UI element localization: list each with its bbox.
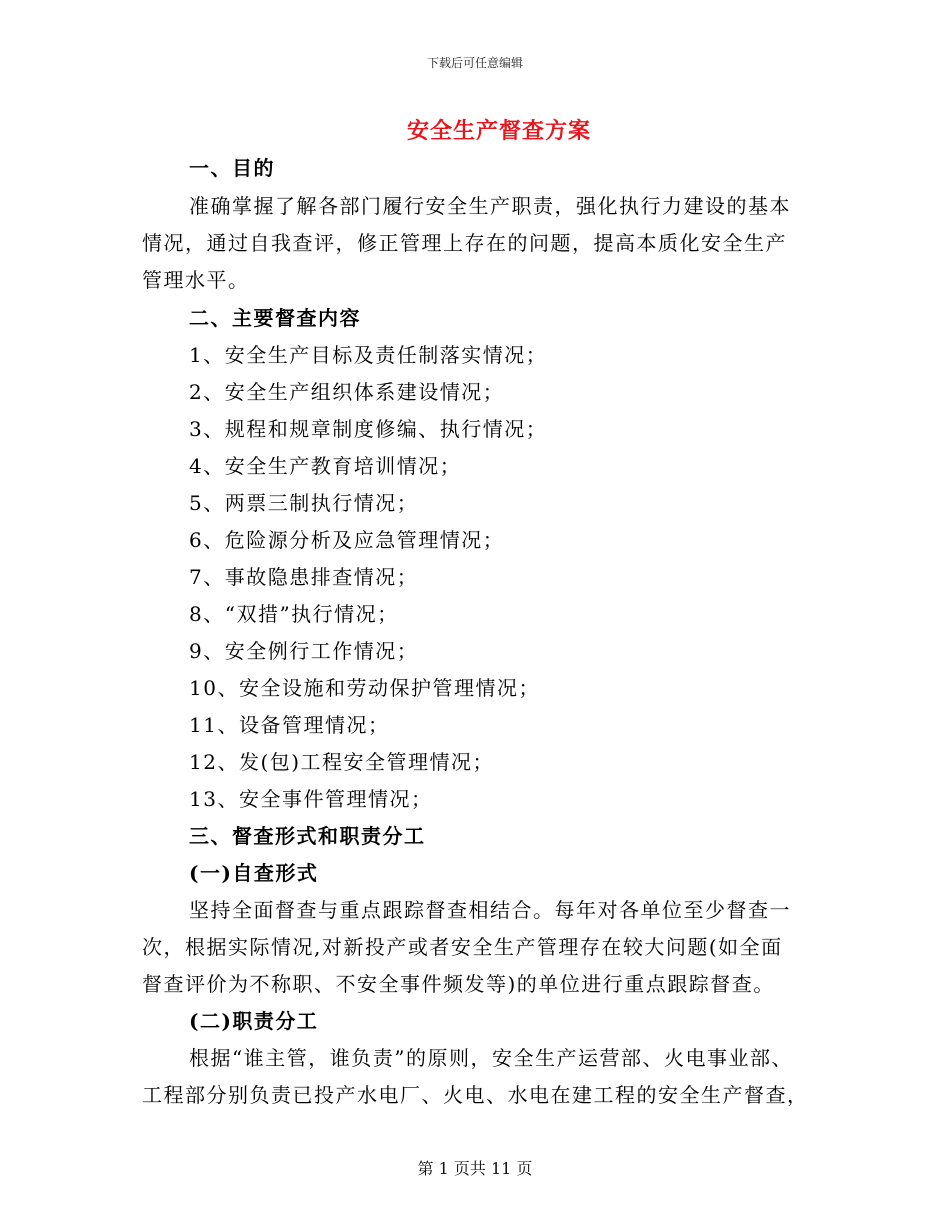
list-item: 10、安全设施和劳动保护管理情况；	[189, 676, 540, 700]
subsection-1-para-line: 督查评价为不称职、不安全事件频发等)的单位进行重点跟踪督查。	[142, 972, 775, 996]
list-item: 4、安全生产教育培训情况；	[189, 454, 462, 478]
list-item: 6、危险源分析及应急管理情况；	[189, 528, 505, 552]
page-footer: 第 1 页共 11 页	[417, 1159, 533, 1178]
list-item: 13、安全事件管理情况；	[189, 787, 433, 811]
subsection-2-para-line: 根据“谁主管，谁负责”的原则，安全生产运营部、火电事业部、	[189, 1046, 793, 1070]
list-item: 3、规程和规章制度修编、执行情况；	[189, 417, 548, 441]
list-item: 7、事故隐患排查情况；	[189, 565, 419, 589]
list-item: 1、安全生产目标及责任制落实情况；	[189, 343, 548, 367]
section-1-heading: 一、目的	[189, 156, 275, 180]
subsection-1-para-line: 坚持全面督查与重点跟踪督查相结合。每年对各单位至少督查一	[189, 898, 791, 922]
section-1-para-line: 管理水平。	[142, 268, 250, 292]
section-1-para-line: 情况，通过自我查评，修正管理上存在的问题，提高本质化安全生产	[142, 231, 787, 255]
list-item: 8、“双措”执行情况；	[189, 602, 399, 626]
section-1-para-line: 准确掌握了解各部门履行安全生产职责，强化执行力建设的基本	[189, 194, 791, 218]
subsection-1-heading: (一)自查形式	[189, 861, 319, 885]
header-note: 下载后可任意编辑	[426, 56, 523, 70]
list-item: 9、安全例行工作情况；	[189, 639, 419, 663]
subsection-1-para-line: 次，根据实际情况,对新投产或者安全生产管理存在较大问题(如全面	[142, 935, 783, 959]
list-item: 11、设备管理情况；	[189, 713, 390, 737]
subsection-2-heading: (二)职责分工	[189, 1009, 319, 1033]
section-3-heading: 三、督查形式和职责分工	[189, 824, 426, 848]
section-2-heading: 二、主要督查内容	[189, 306, 361, 330]
subsection-2-para-line: 工程部分别负责已投产水电厂、火电、水电在建工程的安全生产督查，	[142, 1083, 809, 1107]
document-title: 安全生产督查方案	[406, 118, 591, 144]
list-item: 2、安全生产组织体系建设情况；	[189, 380, 505, 404]
list-item: 5、两票三制执行情况；	[189, 491, 419, 515]
list-item: 12、发(包)工程安全管理情况；	[189, 750, 495, 774]
